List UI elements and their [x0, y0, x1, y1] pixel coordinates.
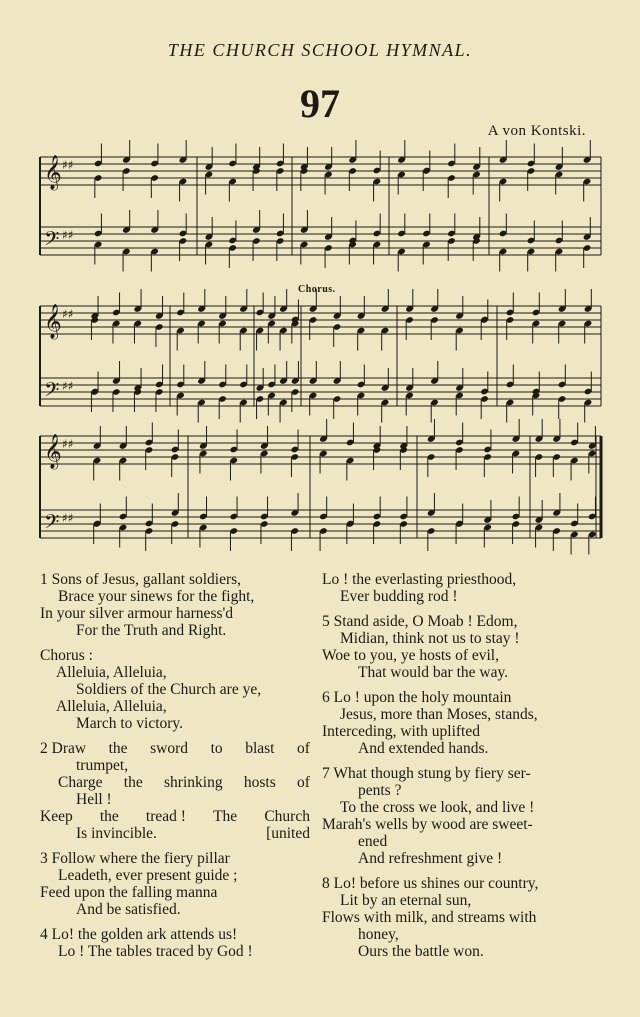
bass-clef: 𝄢	[44, 510, 60, 538]
treble-clef: 𝄞	[44, 434, 62, 469]
chorus-mark: Chorus.	[298, 284, 336, 295]
word: [united	[266, 825, 310, 842]
chorus-line-3: Alleluia, Alleluia,	[56, 698, 167, 715]
verse-7-line-5: ened	[358, 833, 388, 850]
verse-1-line-4: For the Truth and Right.	[76, 622, 227, 639]
verse-8-line-4: honey,	[358, 926, 399, 943]
bass-clef: 𝄢	[44, 378, 60, 406]
score-systems	[40, 140, 601, 555]
treble-clef: 𝄞	[44, 304, 62, 339]
word: The	[213, 808, 238, 825]
hymn-number: 97	[300, 81, 340, 126]
verse-5-line-4: That would bar the way.	[358, 664, 509, 681]
word: blast	[245, 740, 275, 757]
word: Charge	[58, 774, 103, 791]
verse-4-line-1: 4 Lo! the golden ark attends us!	[40, 926, 238, 943]
verse-3-line-2: Leadeth, ever present guide ;	[58, 867, 238, 884]
verse-3-line-4: And be satisfied.	[76, 901, 181, 918]
verse-8-line-2: Lit by an eternal sun,	[340, 892, 472, 909]
word: Keep	[40, 808, 73, 825]
key-signature: ♯♯	[62, 511, 74, 525]
verse-8-line-3: Flows with milk, and streams with	[322, 909, 537, 926]
word: the	[123, 774, 143, 791]
verse-5-line-3: Woe to you, ye hosts of evil,	[322, 647, 499, 664]
word: Church	[264, 808, 310, 825]
word: of	[297, 740, 310, 757]
verse-6-line-2: Jesus, more than Moses, stands,	[340, 706, 538, 723]
verse-5-line-2: Midian, think not us to stay !	[340, 630, 520, 647]
key-signature: ♯♯	[62, 158, 74, 172]
word: the	[99, 808, 119, 825]
word: hosts	[243, 774, 276, 791]
verse-1-line-1: 1 Sons of Jesus, gallant soldiers,	[40, 571, 242, 588]
verse-1-line-3: In your silver armour harness'd	[40, 605, 234, 622]
verse-8-line-5: Ours the battle won.	[358, 943, 484, 960]
verse-1-line-2: Brace your sinews for the fight,	[58, 588, 255, 605]
key-signature: ♯♯	[62, 379, 74, 393]
verse-7-line-1: 7 What though stung by fiery ser-	[322, 765, 531, 782]
key-signature: ♯♯	[62, 437, 74, 451]
verse-2-line-6	[40, 825, 310, 842]
word: to	[210, 740, 223, 757]
word: Is invincible.	[76, 825, 157, 842]
running-head: THE CHURCH SCHOOL HYMNAL.	[167, 40, 473, 60]
verse-4-line-2: Lo ! The tables traced by God !	[58, 943, 253, 960]
verse-2-line-1	[40, 740, 310, 757]
verse-7-line-4: Marah's wells by wood are sweet-	[322, 816, 533, 833]
verse-4-line-3: Lo ! the everlasting priesthood,	[322, 571, 517, 588]
key-signature: ♯♯	[62, 307, 74, 321]
verse-7-line-6: And refreshment give !	[358, 850, 503, 867]
verse-3-line-3: Feed upon the falling manna	[40, 884, 218, 901]
composer-credit: A von Kontski.	[487, 123, 586, 139]
word: of	[297, 774, 310, 791]
bass-clef: 𝄢	[44, 227, 60, 255]
word: 2 Draw	[40, 740, 87, 757]
verse-6-line-1: 6 Lo ! upon the holy mountain	[322, 689, 512, 706]
chorus-line-4: March to victory.	[76, 715, 184, 732]
word: tread !	[145, 808, 186, 825]
lyrics-right-column	[322, 571, 606, 960]
verse-4-line-4: Ever budding rod !	[340, 588, 458, 605]
verse-2-line-4: Hell !	[76, 791, 112, 808]
lyrics-left-column	[40, 571, 310, 960]
word: sword	[150, 740, 189, 757]
key-signature: ♯♯	[62, 228, 74, 242]
verse-7-line-2: pents ?	[358, 782, 402, 799]
verse-7-line-3: To the cross we look, and live !	[340, 799, 535, 816]
word: shrinking	[164, 774, 223, 791]
verse-2-line-3	[40, 774, 310, 791]
chorus-line-2: Soldiers of the Church are ye,	[76, 681, 262, 698]
verse-5-line-1: 5 Stand aside, O Moab ! Edom,	[322, 613, 518, 630]
verse-3-line-1: 3 Follow where the fiery pillar	[40, 850, 230, 867]
verse-2-line-2: trumpet,	[76, 757, 129, 774]
verse-6-line-4: And extended hands.	[358, 740, 489, 757]
verse-6-line-3: Interceding, with uplifted	[322, 723, 480, 740]
chorus-line-1: Alleluia, Alleluia,	[56, 664, 167, 681]
treble-clef: 𝄞	[44, 155, 62, 190]
chorus-heading: Chorus :	[40, 647, 93, 664]
word: the	[108, 740, 128, 757]
verse-8-line-1: 8 Lo! before us shines our country,	[322, 875, 539, 892]
verse-2-line-5	[40, 808, 310, 825]
